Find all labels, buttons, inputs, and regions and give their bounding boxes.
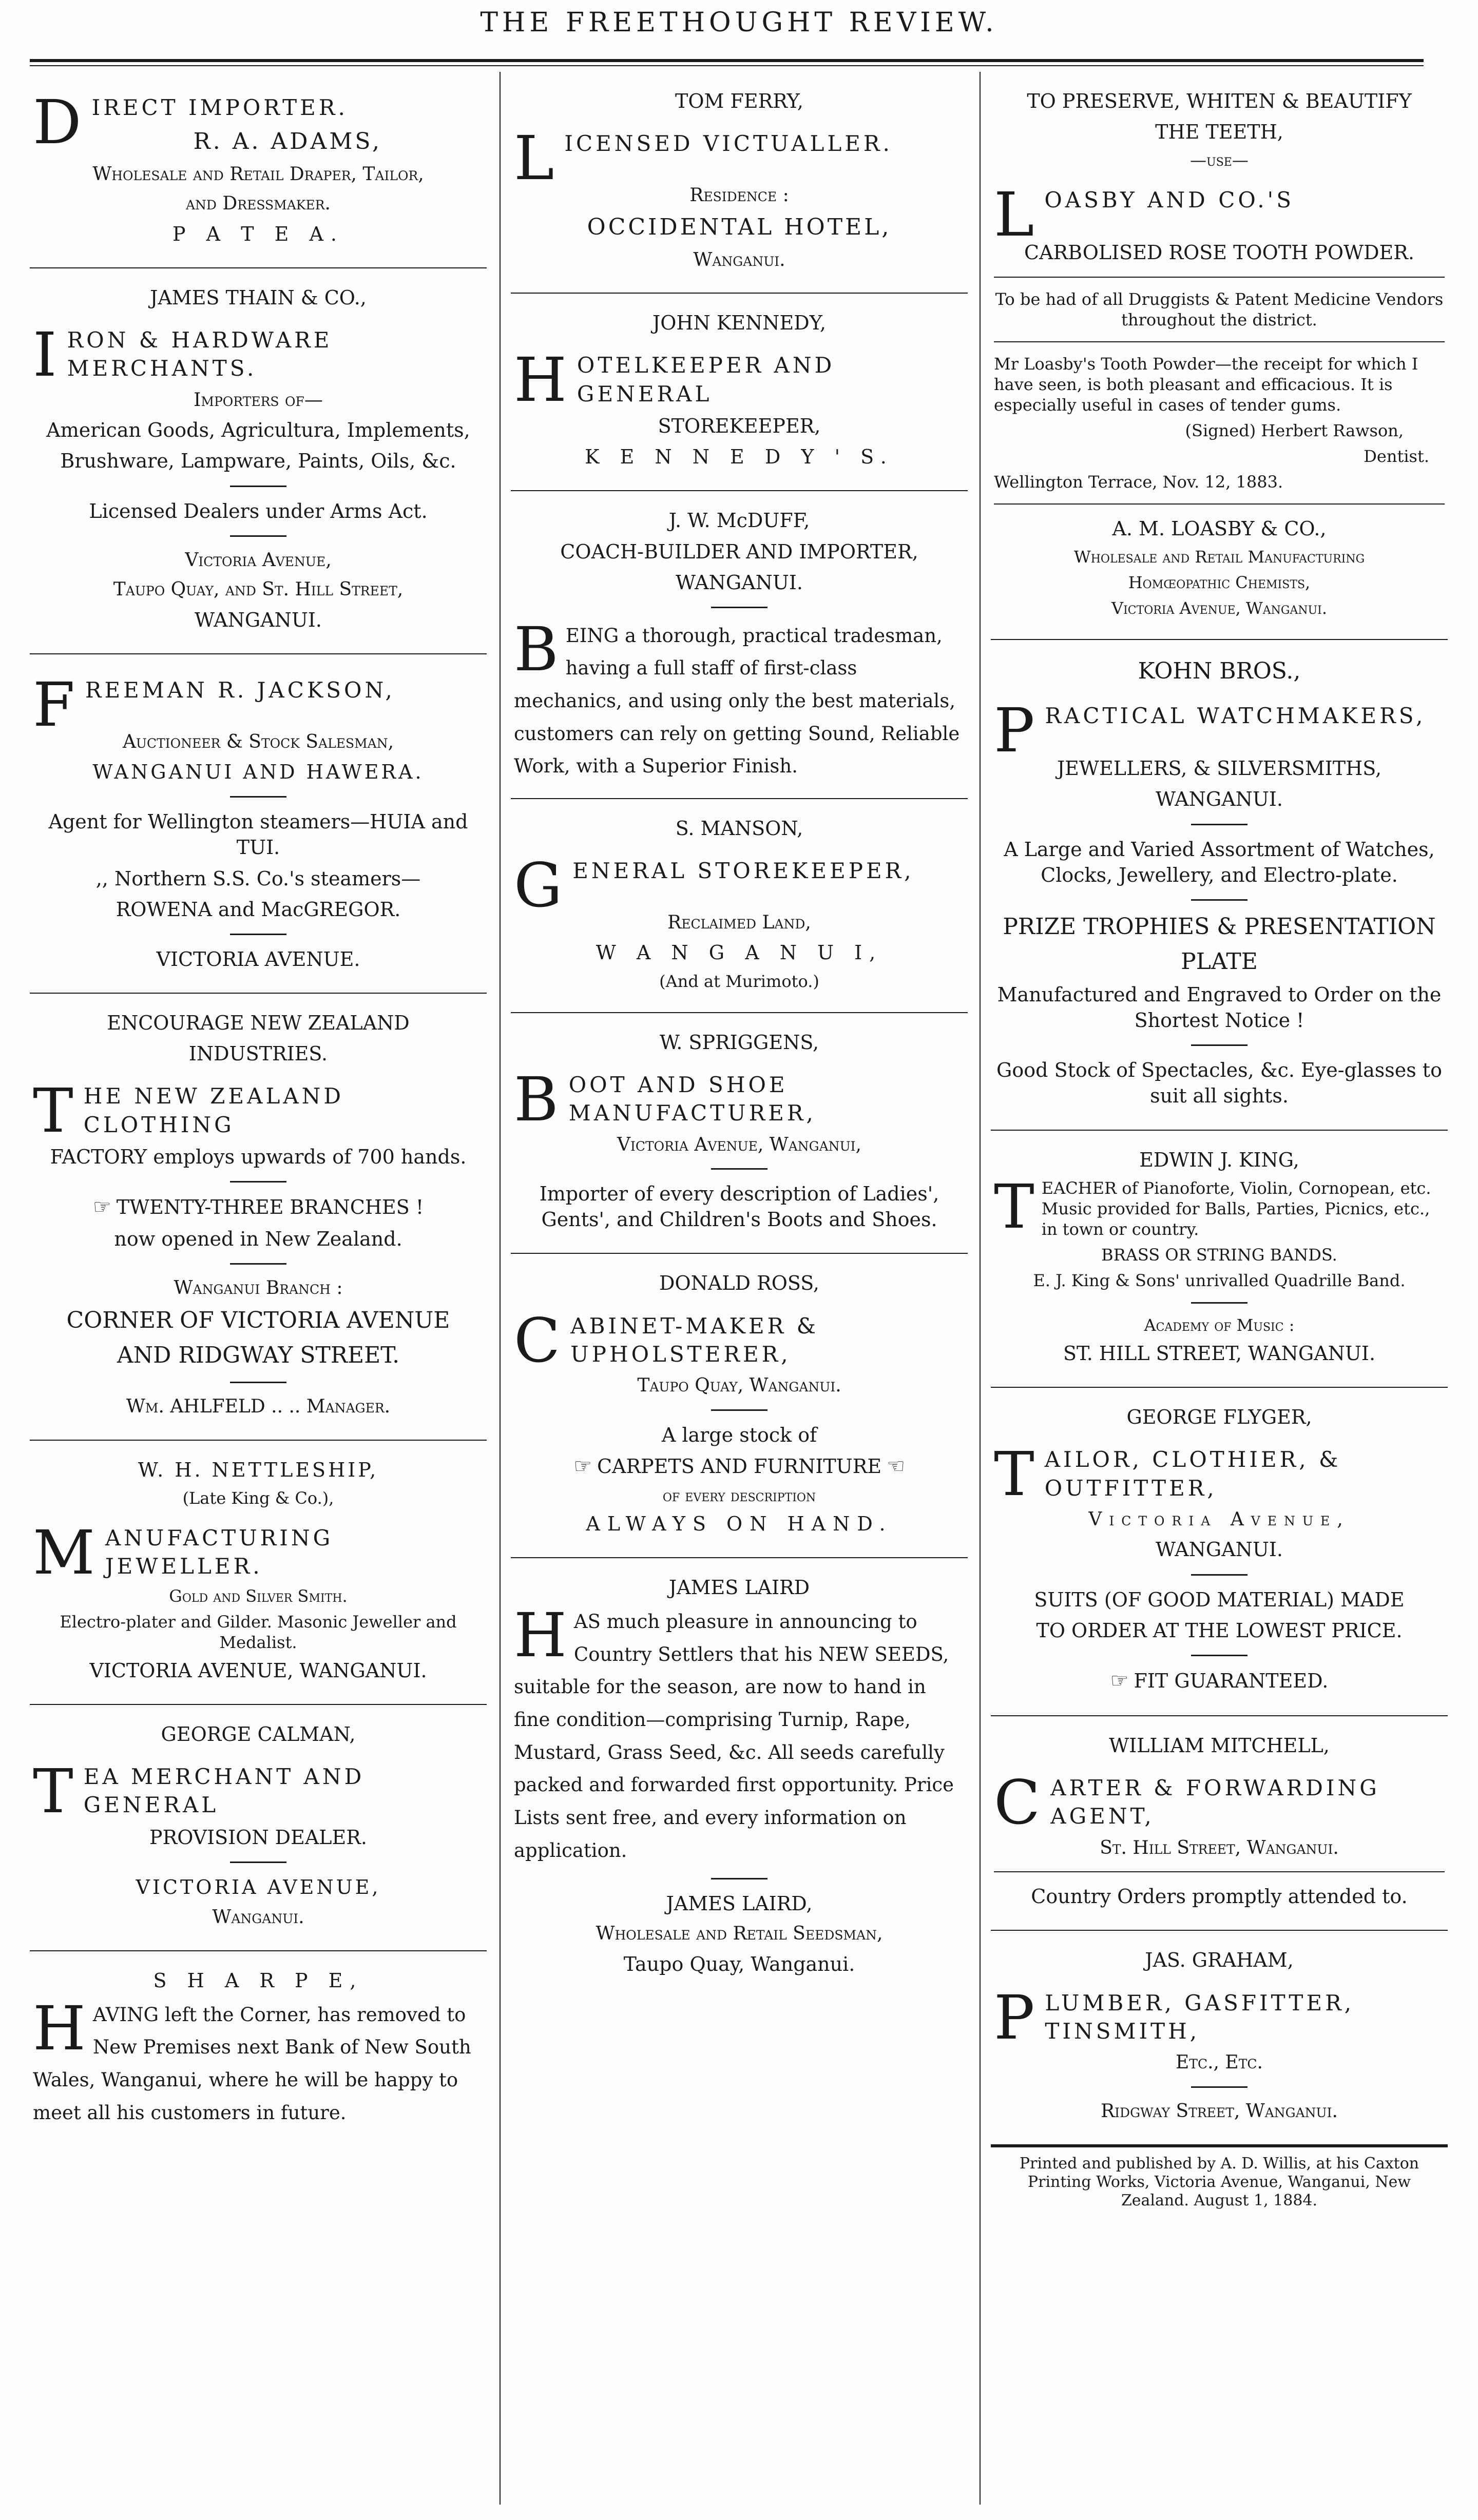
ad-name: WILLIAM MITCHELL,	[1109, 1734, 1330, 1757]
ad-adams	[30, 72, 487, 268]
ad-sharpe	[30, 1951, 487, 2145]
ad-address: ST. HILL STREET, WANGANUI.	[1063, 1342, 1376, 1365]
ad-mcduff	[511, 491, 968, 799]
rule	[994, 277, 1445, 278]
ad-town: W A N G A N U I,	[596, 941, 883, 964]
ad-text: Etc., Etc.	[1176, 2052, 1263, 2073]
short-rule	[230, 796, 286, 798]
column-rule-2	[980, 72, 981, 2505]
ad-text: A large stock of	[661, 1423, 817, 1446]
ad-loasby	[991, 72, 1448, 640]
ad-spriggens	[511, 1013, 968, 1254]
ad-text: A Large and Varied Assortment of Watches, Clocks, Jewellery, and Electro-plate.	[1004, 838, 1435, 886]
ad-address: VICTORIA AVENUE.	[156, 947, 360, 971]
ad-kennedy	[511, 294, 968, 491]
ad-text: now opened in New Zealand.	[114, 1228, 402, 1251]
short-rule	[1191, 2086, 1247, 2088]
drop-cap: I	[33, 319, 60, 390]
ad-manager: Wm. AHLFELD .. .. Manager.	[126, 1396, 391, 1418]
ad-testimonial: Mr Loasby's Tooth Powder—the receipt for which I have seen, is both pleasant and efficacious. It is especially useful in cases of tender gums.	[994, 354, 1418, 415]
imprint-text: Printed and published by A. D. Willis, at his Caxton Printing Works, Victoria Avenue, Wanganui, New Zealand. August 1, 1884.	[1019, 2154, 1419, 2209]
ad-desc: Auctioneer & Stock Salesman,	[122, 731, 394, 752]
ad-jackson	[30, 654, 487, 994]
ad-ross	[511, 1254, 968, 1558]
drop-cap: H	[33, 1992, 86, 2064]
ad-desc: Homœopathic Chemists,	[1128, 573, 1311, 593]
ad-address: St. Hill Street, Wanganui.	[1100, 1837, 1339, 1858]
ad-name: KOHN BROS.,	[1138, 658, 1301, 685]
drop-cap: B	[514, 613, 559, 685]
ad-text: ENCOURAGE NEW ZEALAND	[107, 1012, 410, 1035]
ad-text: THE TEETH,	[1155, 121, 1283, 144]
ad-text: Gold and Silver Smith.	[169, 1586, 348, 1606]
short-rule	[230, 486, 286, 487]
ad-text: Licensed Dealers under Arms Act.	[89, 499, 428, 522]
ad-heading: ANUFACTURING JEWELLER.	[105, 1525, 334, 1579]
short-rule	[711, 1168, 767, 1170]
ad-heading: RON & HARDWARE MERCHANTS.	[67, 327, 333, 381]
ad-text: FIT GUARANTEED.	[1134, 1669, 1329, 1692]
ad-heading-continued: CARBOLISED ROSE TOOTH POWDER.	[1024, 241, 1414, 264]
pointing-hand-right-icon: ☞	[573, 1455, 592, 1479]
rule	[994, 341, 1445, 342]
ad-name: S. MANSON,	[675, 817, 803, 840]
short-rule	[711, 607, 767, 608]
ad-mitchell	[991, 1716, 1448, 1931]
ad-name: GEORGE FLYGER,	[1126, 1405, 1312, 1428]
drop-cap: H	[514, 1600, 567, 1671]
ad-text: PLATE	[1181, 948, 1258, 975]
ad-text: (Late King & Co.),	[182, 1488, 334, 1508]
ad-text: American Goods, Agricultura, Implements,	[46, 419, 470, 442]
ad-king	[991, 1131, 1448, 1388]
ad-address: Victoria Avenue, Wanganui.	[1111, 598, 1328, 618]
ad-name: W. SPRIGGENS,	[659, 1031, 819, 1054]
short-rule	[1191, 899, 1247, 901]
ad-heading: IRECT IMPORTER.	[91, 95, 348, 120]
ad-thain	[30, 268, 487, 654]
ad-heading-continued: PROVISION DEALER.	[149, 1826, 367, 1849]
ad-name: EDWIN J. KING,	[1139, 1148, 1299, 1171]
ad-text: Wanganui Branch :	[174, 1277, 343, 1299]
drop-cap: B	[514, 1063, 562, 1135]
ad-text: Manufactured and Engraved to Order on the Shortest Notice !	[997, 983, 1442, 1032]
ad-desc: and Dressmaker.	[185, 193, 331, 215]
ad-heading: RACTICAL WATCHMAKERS,	[1045, 703, 1426, 729]
ad-heading: OOT AND SHOE MANUFACTURER,	[568, 1072, 816, 1126]
ad-text: ALWAYS ON HAND.	[586, 1512, 893, 1535]
ad-heading: ENERAL STOREKEEPER,	[572, 858, 914, 884]
drop-cap: C	[514, 1305, 564, 1376]
column-rule-1	[500, 72, 501, 2505]
ad-text: Academy of Music :	[1144, 1315, 1295, 1335]
drop-cap: T	[33, 1075, 76, 1147]
drop-cap: M	[33, 1517, 98, 1588]
ad-text: To be had of all Druggists & Patent Medicine Vendors throughout the district.	[995, 289, 1444, 330]
column-1	[30, 72, 487, 2510]
drop-cap: G	[514, 850, 566, 921]
ad-heading: OTELKEEPER AND GENERAL	[577, 353, 835, 406]
ad-text: TO ORDER AT THE LOWEST PRICE.	[1036, 1619, 1403, 1642]
drop-cap: P	[994, 695, 1038, 766]
ad-text: TWENTY-THREE BRANCHES !	[116, 1196, 424, 1219]
ad-clothing-factory	[30, 994, 487, 1440]
ad-town: Wanganui.	[693, 249, 785, 270]
ad-name: GEORGE CALMAN,	[161, 1722, 356, 1746]
ad-text: of every description	[662, 1485, 816, 1505]
top-rule	[30, 59, 1424, 62]
ad-text: EACHER of Pianoforte, Violin, Cornopean, etc. Music provided for Balls, Parties, Picnics, etc., in town or country.	[1041, 1178, 1431, 1239]
ad-heading: ICENSED VICTUALLER.	[564, 131, 893, 157]
ad-name: R. A. ADAMS,	[193, 128, 382, 155]
ad-kohn	[991, 640, 1448, 1130]
ad-heading-continued: FACTORY employs upwards of 700 hands.	[50, 1146, 467, 1169]
drop-cap: F	[33, 669, 78, 740]
ad-desc: Wholesale and Retail Seedsman,	[596, 1923, 883, 1945]
ad-text: Reclaimed Land,	[667, 912, 811, 933]
short-rule	[230, 1263, 286, 1265]
ad-desc: Wholesale and Retail Draper, Tailor,	[92, 163, 424, 185]
drop-cap: T	[33, 1755, 76, 1827]
ad-town: WANGANUI.	[675, 571, 803, 594]
short-rule	[711, 1409, 767, 1411]
ad-text: CARPETS AND FURNITURE	[597, 1455, 882, 1478]
ad-heading-continued: STOREKEEPER,	[658, 415, 821, 438]
ad-text: PRIZE TROPHIES & PRESENTATION	[1003, 913, 1436, 940]
ad-town: WANGANUI.	[1155, 788, 1283, 811]
ad-text: Electro-plater and Gilder. Masonic Jeweller and Medalist.	[60, 1612, 457, 1652]
ad-text: INDUSTRIES.	[188, 1042, 328, 1065]
short-rule	[230, 934, 286, 935]
drop-cap: T	[994, 1439, 1038, 1510]
imprint	[991, 2145, 1448, 2225]
drop-cap: D	[33, 87, 85, 158]
pointing-hand-icon: ☞	[1110, 1669, 1129, 1693]
ad-text: Residence :	[689, 184, 789, 206]
ad-text: SUITS (OF GOOD MATERIAL) MADE	[1034, 1588, 1405, 1611]
top-rule-thin	[30, 65, 1424, 66]
ad-trade: COACH-BUILDER AND IMPORTER,	[560, 540, 918, 563]
ad-heading: LUMBER, GASFITTER, TINSMITH,	[1045, 1990, 1355, 2044]
masthead-title: THE FREETHOUGHT REVIEW.	[480, 7, 998, 38]
short-rule	[1191, 1302, 1247, 1304]
ad-graham	[991, 1931, 1448, 2145]
ad-name: JAMES LAIRD	[668, 1576, 810, 1599]
ad-town: WANGANUI.	[194, 608, 322, 631]
ad-name: DONALD ROSS,	[659, 1272, 819, 1295]
rule	[994, 503, 1445, 505]
ad-text: Dentist.	[1364, 447, 1429, 467]
pointing-hand-left-icon: ☜	[887, 1455, 905, 1479]
ad-text: Country Orders promptly attended to.	[1031, 1885, 1408, 1908]
ad-date: Wellington Terrace, Nov. 12, 1883.	[994, 472, 1283, 492]
short-rule	[711, 1878, 767, 1879]
ad-text: ,, Northern S.S. Co.'s steamers—	[95, 867, 421, 890]
ad-text: Importers of—	[194, 389, 323, 411]
ad-heading-continued: JEWELLERS, & SILVERSMITHS,	[1057, 757, 1382, 780]
ad-address: VICTORIA AVENUE,	[136, 1875, 381, 1898]
ad-town: Wanganui.	[212, 1907, 304, 1928]
ad-text: E. J. King & Sons' unrivalled Quadrille Band.	[1033, 1270, 1406, 1290]
ad-towns: WANGANUI AND HAWERA.	[92, 761, 424, 784]
rule	[994, 1871, 1445, 1872]
ad-name: J. W. McDUFF,	[668, 509, 810, 532]
ad-text: (And at Murimoto.)	[659, 971, 819, 991]
ad-hotel: OCCIDENTAL HOTEL,	[587, 214, 892, 241]
ad-text: Good Stock of Spectacles, &c. Eye-glasses to suit all sights.	[996, 1059, 1442, 1108]
ad-address: Ridgway Street, Wanganui.	[1101, 2100, 1338, 2122]
ad-name: JAMES THAIN & CO.,	[150, 286, 367, 309]
ad-signed: (Signed) Herbert Rawson,	[1185, 421, 1404, 441]
drop-cap: C	[994, 1767, 1044, 1838]
ad-calman	[30, 1705, 487, 1951]
ad-name: JAS. GRAHAM,	[1145, 1949, 1294, 1972]
pointing-hand-icon: ☞	[92, 1195, 111, 1219]
ad-manson	[511, 799, 968, 1013]
ad-text: ROWENA and MacGREGOR.	[116, 898, 401, 921]
ad-text: Brushware, Lampware, Paints, Oils, &c.	[60, 450, 456, 473]
ad-name: S H A R P E,	[153, 1969, 363, 1992]
ad-address: Victoria Avenue, Wanganui,	[617, 1134, 861, 1155]
short-rule	[230, 1382, 286, 1383]
ad-town: P A T E A.	[172, 222, 344, 245]
ad-text: Agent for Wellington steamers—HUIA and TUI.	[48, 810, 468, 859]
ad-text: AS much pleasure in announcing to Country Settlers that his NEW SEEDS, suitable for the season, are now to hand in fine condition—comprising Turnip, Rape, Mustard, Grass Seed, &c. All seeds carefully packed and forwarded first opportunity. Price Lists sent free, and every information on application.	[514, 1611, 954, 1862]
column-3	[991, 72, 1448, 2510]
ad-text: BRASS OR STRING BANDS.	[1101, 1245, 1337, 1265]
drop-cap: P	[994, 1982, 1038, 2053]
ad-text: Importer of every description of Ladies', Gents', and Children's Boots and Shoes.	[539, 1183, 939, 1231]
drop-cap: L	[994, 179, 1038, 250]
drop-cap: T	[994, 1171, 1034, 1242]
column-2	[511, 72, 968, 2510]
short-rule	[1191, 1044, 1247, 1046]
ad-address: Victoria Avenue,	[1088, 1508, 1350, 1530]
ad-address: CORNER OF VICTORIA AVENUE	[66, 1307, 450, 1333]
short-rule	[1191, 1655, 1247, 1656]
ad-text: TO PRESERVE, WHITEN & BEAUTIFY	[1027, 90, 1412, 112]
drop-cap: H	[514, 344, 570, 416]
ad-name: JOHN KENNEDY,	[652, 312, 826, 335]
ad-heading: ABINET-MAKER & UPHOLSTERER,	[570, 1313, 819, 1367]
ad-ferry	[511, 72, 968, 294]
ad-town: WANGANUI.	[1155, 1538, 1283, 1561]
ad-text: —use—	[1190, 150, 1249, 170]
ad-heading: EA MERCHANT AND GENERAL	[83, 1763, 365, 1818]
short-rule	[230, 1181, 286, 1183]
ad-heading: ARTER & FORWARDING AGENT,	[1050, 1775, 1380, 1829]
ad-name: W. H. NETTLESHIP,	[138, 1458, 379, 1481]
ad-heading: AILOR, CLOTHIER, & OUTFITTER,	[1044, 1447, 1341, 1501]
ad-heading: HE NEW ZEALAND CLOTHING	[83, 1083, 344, 1137]
drop-cap: L	[514, 123, 558, 194]
short-rule	[1191, 824, 1247, 825]
ad-address: Taupo Quay, Wanganui.	[637, 1375, 841, 1397]
ad-address: Taupo Quay, and St. Hill Street,	[113, 579, 404, 600]
ad-address: VICTORIA AVENUE, WANGANUI.	[89, 1659, 427, 1682]
short-rule	[230, 1862, 286, 1863]
ad-nettleship	[30, 1441, 487, 1705]
ad-text: AVING left the Corner, has removed to New Premises next Bank of New South Wales, Wanganui, where he will be happy to meet all his customers in future.	[33, 2003, 471, 2124]
ad-heading: REEMAN R. JACKSON,	[85, 677, 395, 703]
ad-laird	[511, 1558, 968, 1998]
ad-address: Victoria Avenue,	[185, 549, 332, 571]
ad-flyger	[991, 1388, 1448, 1716]
ad-address: Taupo Quay, Wanganui.	[623, 1952, 855, 1975]
short-rule	[230, 535, 286, 537]
ad-name: A. M. LOASBY & CO.,	[1112, 517, 1327, 540]
ad-name: TOM FERRY,	[675, 90, 803, 112]
ad-store: K E N N E D Y ' S.	[585, 445, 894, 469]
ad-address: AND RIDGWAY STREET.	[117, 1342, 400, 1368]
ad-heading: OASBY AND CO.'S	[1044, 187, 1294, 213]
short-rule	[1191, 1574, 1247, 1576]
ad-signature: JAMES LAIRD,	[666, 1892, 813, 1915]
ad-desc: Wholesale and Retail Manufacturing	[1073, 547, 1365, 567]
ad-text: EING a thorough, practical tradesman, having a full staff of first-class mechanics, and using only the best materials, customers can rely on getting Sound, Reliable Work, with a Superior Finish.	[514, 624, 960, 778]
